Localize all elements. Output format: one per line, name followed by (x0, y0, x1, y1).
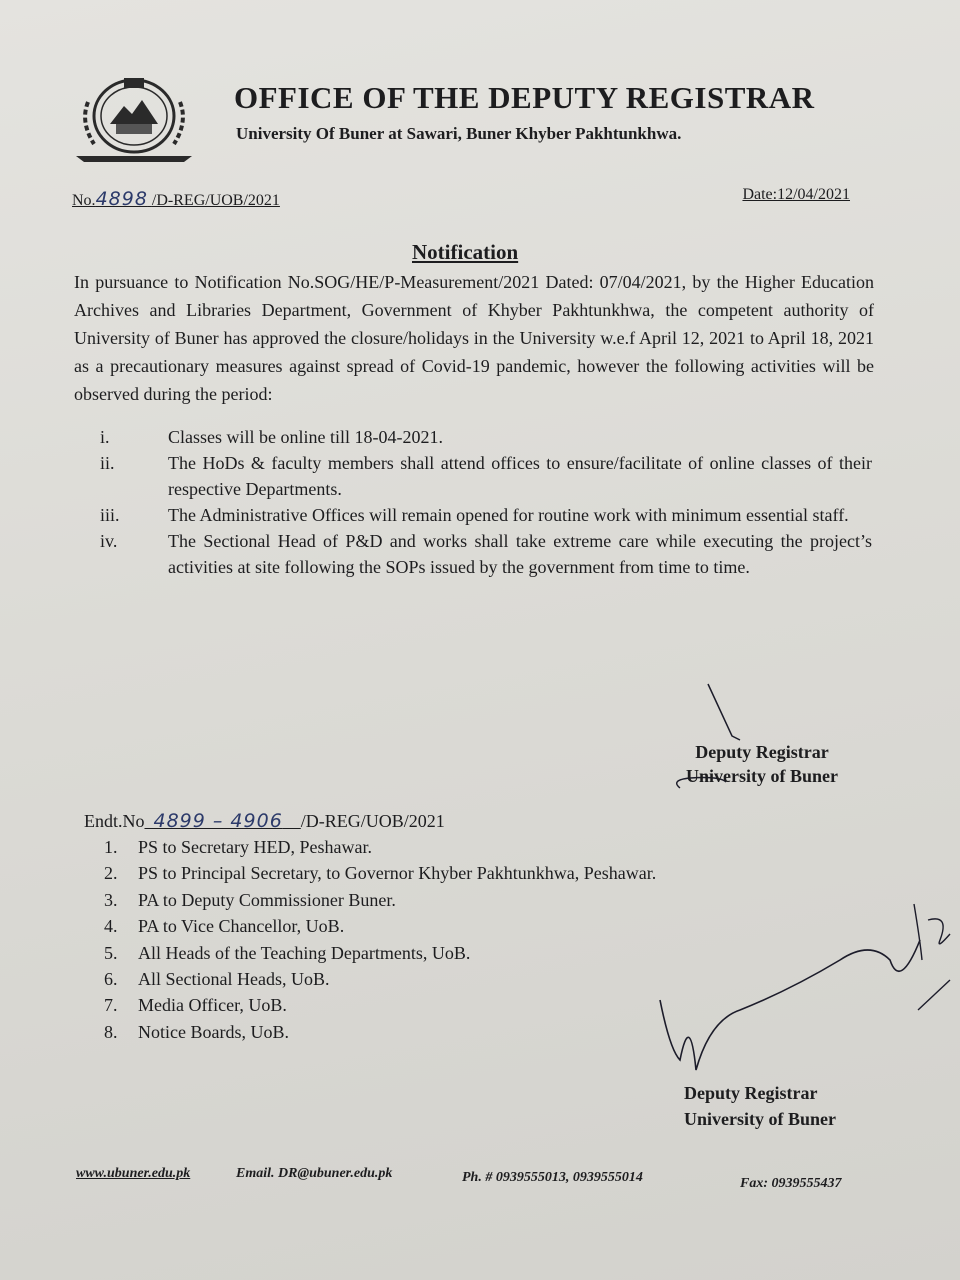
handwritten-reference-number: 4898 (95, 188, 148, 210)
list-item: iv. The Sectional Head of P&D and works shall take extreme care while executing the project’s activities at site following the SOPs issued by the government from time to time. (100, 531, 872, 577)
list-item: ii. The HoDs & faculty members shall attend offices to ensure/facilitate of online classes of their respective Departments. (100, 453, 872, 499)
footer-website-link[interactable]: www.ubuner.edu.pk (76, 1166, 191, 1181)
notification-paragraph: In pursuance to Notification No.SOG/HE/P-Measurement/2021 Dated: 07/04/2021, by the Higher Education Archives and Libraries Department, Government of Khyber Pakhtunkhwa, the competent authority of University of Buner has approved the closure/holidays in the University w.e.f April 12, 2021 to April 18, 2021 as a precautionary measures against spread of Covid-19 pandemic, however the following activities will be observed during the period: (74, 272, 874, 404)
list-item: i. Classes will be online till 18-04-2021. (100, 427, 443, 447)
footer-email: Email. DR@ubuner.edu.pk (236, 1166, 393, 1181)
distribution-list (104, 834, 656, 1045)
list-item: 3. PA to Deputy Commissioner Buner. (104, 889, 396, 910)
reference-suffix: /D-REG/UOB/2021 (151, 192, 280, 209)
notification-heading: Notification (412, 240, 519, 264)
university-logo-icon (70, 72, 198, 164)
list-item: 2. PS to Principal Secretary, to Governor Khyber Pakhtunkhwa, Peshawar. (104, 863, 657, 884)
list-item: 5. All Heads of the Teaching Departments, UoB. (104, 942, 471, 963)
footer-fax: Fax: 0939555437 (740, 1176, 842, 1191)
reference-number (72, 188, 280, 210)
list-item: 6. All Sectional Heads, UoB. (104, 969, 330, 990)
list-item: 1. PS to Secretary HED, Peshawar. (104, 837, 372, 857)
handwritten-endorsement-range: 4899 – 4906 (153, 810, 283, 832)
endorsement-number: Endt.No 4899 – 4906 /D-REG/UOB/2021 (84, 810, 445, 832)
footer-phone: Ph. # 0939555013, 0939555014 (462, 1170, 643, 1185)
signatory-block-2 (684, 1080, 836, 1132)
office-title: OFFICE OF THE DEPUTY REGISTRAR (234, 80, 815, 115)
signatory-title: Deputy Registrar (684, 1083, 818, 1103)
signatory-block-1 (686, 740, 838, 788)
list-item: 7. Media Officer, UoB. (104, 995, 287, 1016)
signatory-institution: University of Buner (684, 1109, 836, 1129)
reference-prefix: No. (72, 192, 96, 209)
signatory-title: Deputy Registrar (695, 742, 829, 762)
signatory-institution: University of Buner (686, 766, 838, 786)
list-item: 8. Notice Boards, UoB. (104, 1021, 289, 1042)
activities-list (100, 424, 872, 580)
signature-2-icon (650, 900, 960, 1100)
list-item: iii. The Administrative Offices will remain opened for routine work with minimum essential staff. (100, 505, 849, 525)
letter-date: Date:12/04/2021 (742, 186, 850, 203)
university-address: University Of Buner at Sawari, Buner Khyber Pakhtunkhwa. (236, 124, 682, 143)
list-item: 4. PA to Vice Chancellor, UoB. (104, 916, 345, 937)
